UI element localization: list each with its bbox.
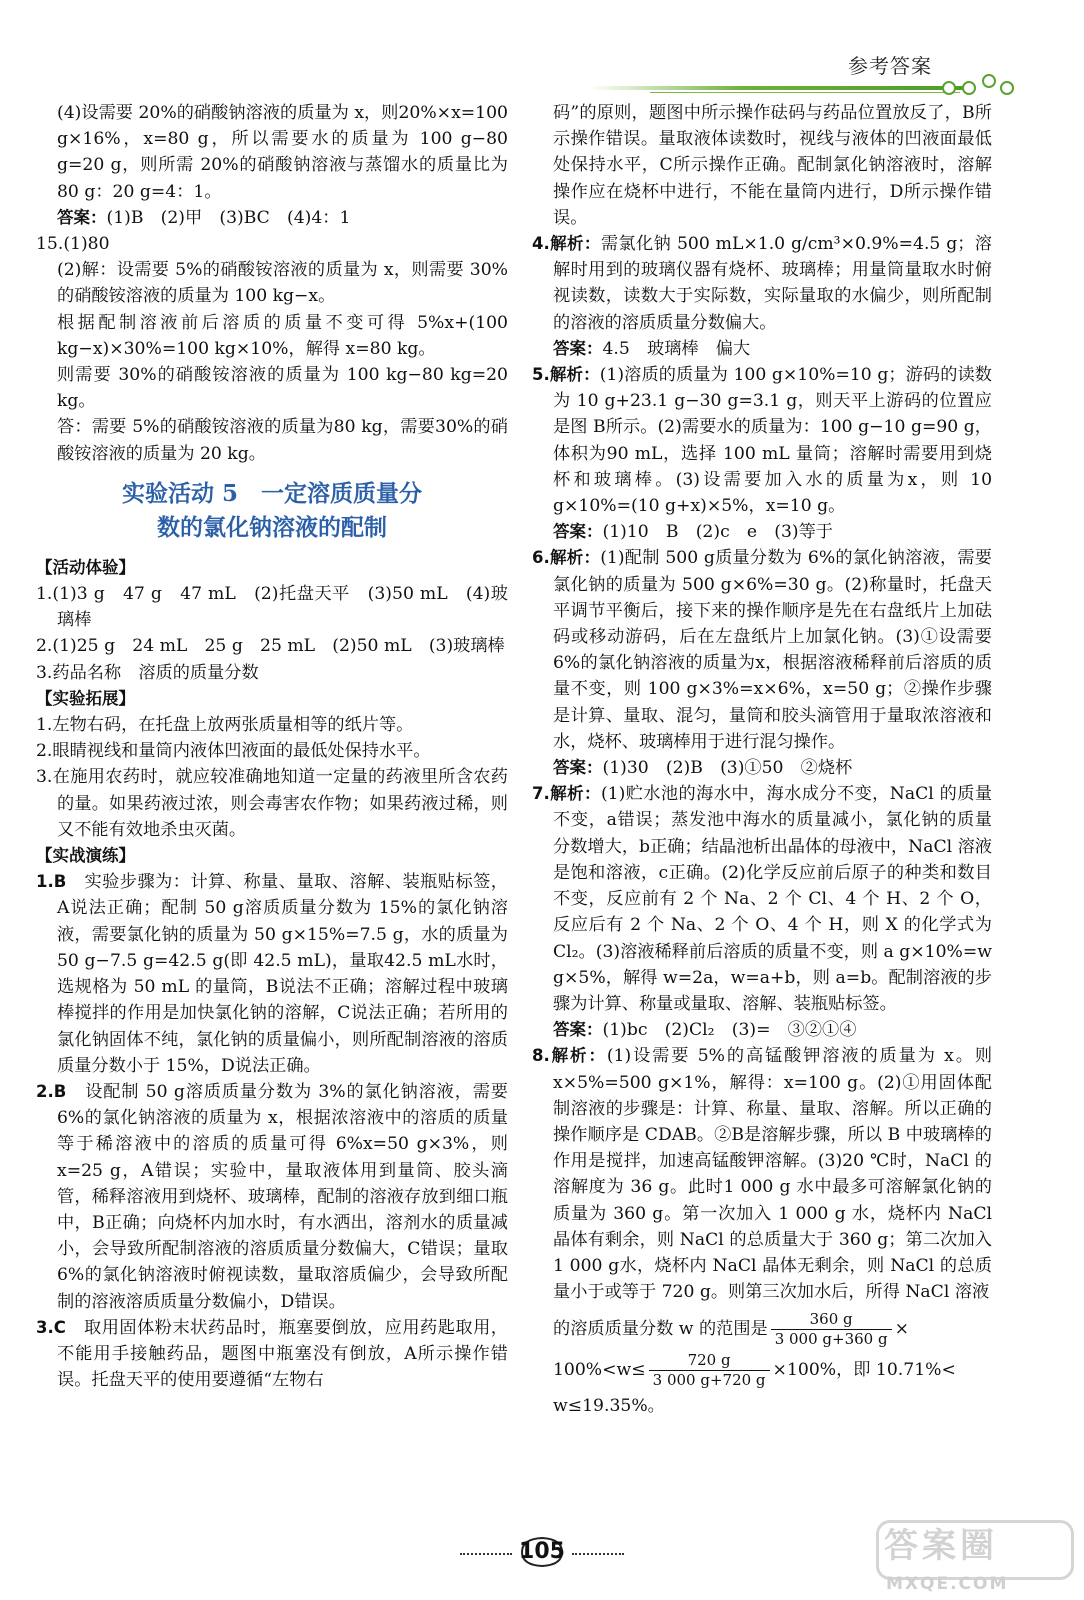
page-number-block	[460, 1535, 624, 1571]
list-item	[532, 362, 992, 519]
section-header-activity: 【活动体验】	[36, 557, 135, 577]
list-item	[532, 545, 992, 755]
question-text: (1)设需要 5%的高锰酸钾溶液的质量为 x。则 x×5%=500 g×1%，解得：x=100 g。(2)①用固体配制溶液的步骤是：计算、称量、量取、溶解。所以正确的操作顺序是 CDAB。②B是溶解步骤，所以 B 中玻璃棒的作用是搅拌，加速高锰酸钾溶解。(3)20 ℃时，NaCl 的溶解度为 36 g。此时1 000 g 水中最多可溶解氯化钠的质量为 360 g。第一次加入 1 000 g 水，烧杯内 NaCl 晶体有剩余，则 NaCl 的总质量大于 360 g；第二次加入 1 000 g水，烧杯内 NaCl 晶体无剩余，则 NaCl 的总质量小于或等于 720 g。则第三次加水后，所得 NaCl 溶液	[553, 1046, 993, 1303]
fraction	[771, 1311, 892, 1348]
question-15-equation: 根据配制溶液前后溶质的质量不变可得 5%x+(100 kg−x)×30%=100 kg×10%，解得 x=80 kg。	[57, 312, 508, 359]
header-title: 参考答案	[848, 54, 932, 78]
question-text: (1)溶质的质量为 100 g×10%=10 g；游码的读数为 10 g+23.1 g−30 g=3.1 g，则天平上游码的位置应是图 B所示。(2)需要水的质量为：100 g−10 g=90 g，体积为90 mL，选择 100 mL 量筒；溶解时需要用到烧杯和玻璃棒。(3)设需要加入水的质量为x，则 10 g×10%=(10 g+x)×5%，x=10 g。	[553, 365, 992, 517]
question-number: 3.C	[36, 1317, 66, 1337]
answer-label: 答案：	[553, 758, 603, 778]
section-header-practice: 【实战演练】	[36, 846, 135, 866]
formula-prefix: 的溶质质量分数 w 的范围是	[553, 1319, 768, 1340]
page-header	[590, 50, 1030, 100]
right-column	[532, 100, 992, 1420]
question-15-answer: 答：需要 5%的硝酸铵溶液的质量为80 kg，需要30%的硝酸铵溶液的质量为 20 kg。	[57, 417, 508, 464]
answer-line	[36, 205, 508, 231]
question-number: 2.B	[36, 1081, 67, 1101]
formula-suffix: ×	[894, 1319, 909, 1340]
section-header-extension: 【实验拓展】	[36, 688, 135, 708]
answer-line	[532, 336, 992, 362]
answer-label: 答案：	[553, 522, 603, 542]
question-number: 8.解析：	[532, 1046, 607, 1066]
question-text: (1)贮水池的海水中，海水成分不变，NaCl 的质量不变，a错误；蒸发池中海水的质量减小，氯化钠的质量分数增大，b正确；结晶池析出晶体的母液中，NaCl 溶液是饱和溶液，c正确。(2)化学反应前后原子的种类和数目不变，反应前有 2 个 Na、2 个 Cl、4 个 H、2 个 O，反应后有 2 个 Na、2 个 O、4 个 H，则 X 的化学式为 Cl₂。(3)溶液稀释前后溶质的质量不变，则 a g×10%=w g×5%，解得 w=2a，w=a+b，则 a=b。配制溶液的步骤为计算、称量或量取、溶解、装瓶贴标签。	[553, 784, 993, 1014]
answer-text: (1)10 B (2)c e (3)等于	[602, 522, 833, 543]
formula-end: w≤19.35%。	[553, 1396, 665, 1417]
header-ornament-dot	[962, 81, 976, 95]
header-rule	[590, 86, 970, 90]
question-number: 4.解析：	[532, 234, 601, 254]
question-text: (1)配制 500 g质量分数为 6%的氯化钠溶液，需要氯化钠的质量为 500 g×6%=30 g。(2)称量时，托盘天平调节平衡后，接下来的操作顺序是先在右盘纸片上加砝码或移动游码，后在左盘纸片上加氯化钠。(3)①设需要 6%的氯化钠溶液的质量为x，根据溶液稀释前后溶质的质量不变，则 100 g×3%=x×6%，x=50 g；②操作步骤是计算、量取、混匀，量筒和胶头滴管用于量取浓溶液和水，烧杯、玻璃棒用于进行混匀操作。	[553, 548, 992, 752]
header-ornament-dot	[1000, 81, 1014, 95]
question-text: 需氯化钠 500 mL×1.0 g/cm³×0.9%=4.5 g；溶解时用到的玻璃仪器有烧杯、玻璃棒；用量筒量取水时俯视读数，读数大于实际数，实际量取的水偏少，则所配制的溶液的溶质质量分数偏大。	[553, 234, 992, 333]
answer-label: 答案：	[553, 1020, 603, 1040]
formula-line	[532, 1311, 992, 1348]
list-item: 1.左物右码，在托盘上放两张质量相等的纸片等。	[36, 715, 414, 736]
fraction-denominator: 3 000 g+360 g	[774, 1330, 888, 1349]
list-item	[532, 1043, 992, 1305]
question-text: 实验步骤为：计算、称量、量取、溶解、装瓶贴标签，A说法正确；配制 50 g溶质质量分数为 15%的氯化钠溶液，需要氯化钠的质量为 50 g×15%=7.5 g，水的质量为 50 g−7.5 g=42.5 g(即 42.5 mL)，量取42.5 mL水时，选规格为 50 mL 的量筒，B说法不正确；溶解过程中玻璃棒搅拌的作用是加快氯化钠的溶解，C说法正确；若所用的氯化钠固体不纯，氯化钠的质量偏小，则所配制溶液的溶质质量分数小于 15%，D说法正确。	[57, 872, 508, 1076]
section-title	[36, 477, 508, 545]
formula-suffix: ×100%，即 10.71%<	[772, 1360, 956, 1381]
header-ornament-dot	[982, 74, 996, 88]
question-15-result: 则需要 30%的硝酸铵溶液的质量为 100 kg−80 kg=20 kg。	[57, 365, 508, 412]
answer-text: (1)bc (2)Cl₂ (3)= ③②①④	[602, 1020, 857, 1041]
question-number: 7.解析：	[532, 784, 601, 804]
question-number: 1.B	[36, 872, 67, 892]
list-item	[36, 869, 508, 1079]
answer-line	[532, 755, 992, 781]
fraction-denominator: 3 000 g+720 g	[652, 1371, 766, 1390]
answer-label: 答案：	[553, 338, 603, 358]
paragraph: (4)设需要 20%的硝酸钠溶液的质量为 x，则20%×x=100 g×16%，x=80 g，所以需要水的质量为 100 g−80 g=20 g，则所需 20%的硝酸钠溶液与蒸馏水的质量比为 80 g：20 g=4：1。	[57, 103, 508, 202]
list-item	[532, 231, 992, 336]
watermark-url: MXQE.COM	[886, 1574, 1009, 1594]
header-rule-thin	[650, 92, 960, 93]
page-number: 105	[519, 1539, 565, 1564]
list-item: 2.(1)25 g 24 mL 25 g 25 mL (2)50 mL (3)玻璃棒	[36, 636, 505, 657]
answer-line	[532, 519, 992, 545]
list-item: 2.眼睛视线和量筒内液体凹液面的最低处保持水平。	[36, 741, 431, 762]
formula-prefix: 100%<w≤	[553, 1360, 646, 1381]
question-text: 取用固体粉末状药品时，瓶塞要倒放，应用药匙取用，不能用手接触药品，题图中瓶塞没有倒放，A所示操作错误。托盘天平的使用要遵循“左物右	[57, 1317, 508, 1391]
list-item	[36, 1315, 508, 1394]
question-15-part1: 15.(1)80	[36, 234, 110, 255]
list-item: 3.在施用农药时，就应较准确地知道一定量的药液里所含农药的量。如果药液过浓，则会毒害农作物；如果药液过稀，则又不能有效地杀虫灭菌。	[36, 767, 508, 840]
section-title-line2: 数的氯化钠溶液的配制	[157, 513, 387, 541]
answer-text: (1)30 (2)B (3)①50 ②烧杯	[602, 758, 853, 779]
formula-line	[532, 1352, 992, 1389]
fraction	[649, 1352, 770, 1389]
list-item: 1.(1)3 g 47 g 47 mL (2)托盘天平 (3)50 mL (4)玻璃棒	[36, 584, 508, 631]
list-item	[36, 1079, 508, 1315]
page-number-dots-right	[572, 1553, 624, 1555]
watermark-logo-text: 答案圈	[884, 1526, 998, 1566]
fraction-numerator: 720 g	[649, 1352, 770, 1371]
answer-line	[532, 1017, 992, 1043]
answer-text: 4.5 玻璃棒 偏大	[602, 338, 751, 359]
question-number: 6.解析：	[532, 548, 601, 568]
answer-label: 答案：	[57, 207, 107, 227]
answer-text: (1)B (2)甲 (3)BC (4)4：1	[106, 207, 351, 228]
question-text: 设配制 50 g溶质质量分数为 3%的氯化钠溶液，需要 6%的氯化钠溶液的质量为 x，根据浓溶液中的溶质的质量等于稀溶液中的溶质的质量可得 6%x=50 g×3%，则 x=25 g，A错误；实验中，量取液体用到量筒、胶头滴管，稀释溶液用到烧杯、玻璃棒，配制的溶液存放到细口瓶中，B正确；向烧杯内加水时，有水洒出，溶剂水的质量减小，会导致所配制溶液的溶质质量分数偏大，C错误；量取 6%的氯化钠溶液时俯视读数，量取溶质偏少，会导致所配制的溶液溶质质量分数偏小，D错误。	[57, 1081, 508, 1312]
header-ornament-dot	[942, 81, 956, 95]
question-15-part2: (2)解：设需要 5%的硝酸铵溶液的质量为 x，则需要 30%的硝酸铵溶液的质量为 100 kg−x。	[57, 260, 508, 307]
left-column	[36, 100, 508, 1393]
question-number: 5.解析：	[532, 365, 600, 385]
list-item: 3.药品名称 溶质的质量分数	[36, 662, 259, 683]
fraction-numerator: 360 g	[771, 1311, 892, 1330]
watermark	[876, 1520, 1076, 1596]
paragraph: 码”的原则，题图中所示操作砝码与药品位置放反了，B所示操作错误。量取液体读数时，视线与液体的凹液面最低处保持水平，C所示操作正确。配制氯化钠溶液时，溶解操作应在烧杯中进行，不能在量筒内进行，D所示操作错误。	[553, 103, 992, 228]
list-item	[532, 781, 992, 1017]
section-title-line1: 实验活动 5 一定溶质质量分	[121, 479, 422, 507]
page-number-dots-left	[460, 1553, 512, 1555]
